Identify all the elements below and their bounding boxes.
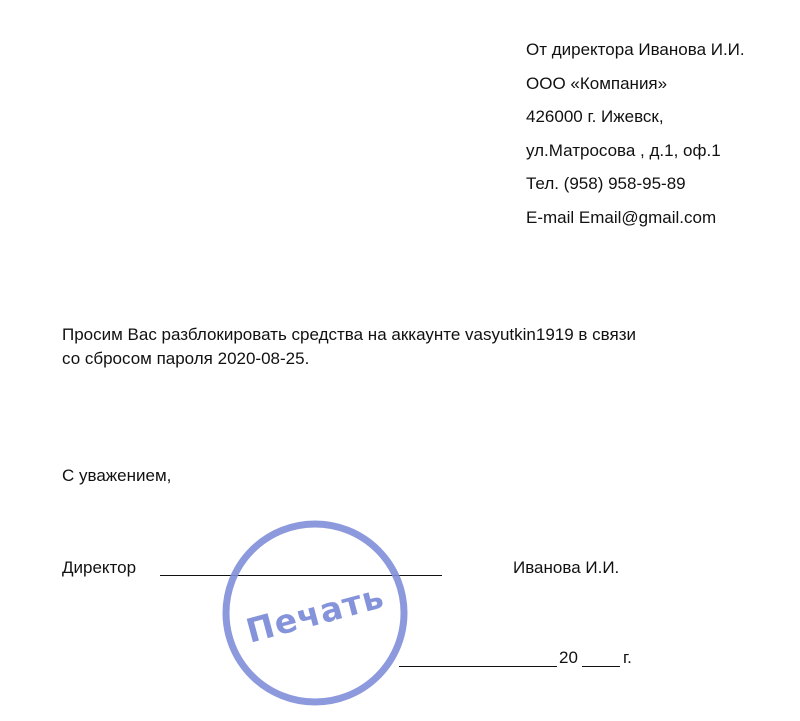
sender-block xyxy=(526,38,796,240)
sender-title: От директора Иванова И.И. xyxy=(526,40,745,59)
sender-city: 426000 г. Ижевск, xyxy=(526,107,664,127)
sender-email: E-mail Email@gmail.com xyxy=(526,207,717,227)
stamp-text: Печать xyxy=(242,576,389,651)
stamp-seal xyxy=(215,513,415,713)
sender-phone: Тел. (958) 958-95-89 xyxy=(526,174,686,194)
date-day-month-line xyxy=(399,666,557,667)
sender-street: ул.Матросова , д.1, оф.1 xyxy=(526,140,721,160)
signature-name: Иванова И.И. xyxy=(513,558,620,577)
request-text xyxy=(62,323,752,371)
request-line: со сбросом пароля 2020-08-25. xyxy=(62,349,310,368)
date-year-line xyxy=(582,666,620,667)
sender-company: ООО «Компания» xyxy=(526,73,668,93)
stamp-seal-graphic xyxy=(215,513,415,713)
date-suffix: г. xyxy=(623,648,632,667)
signature-label: Директор xyxy=(62,558,137,577)
date-year-prefix: 20 xyxy=(559,648,578,667)
request-line: Просим Вас разблокировать средства на аккаунте vasyutkin1919 в связи xyxy=(62,325,636,344)
closing-phrase: С уважением, xyxy=(62,466,172,485)
